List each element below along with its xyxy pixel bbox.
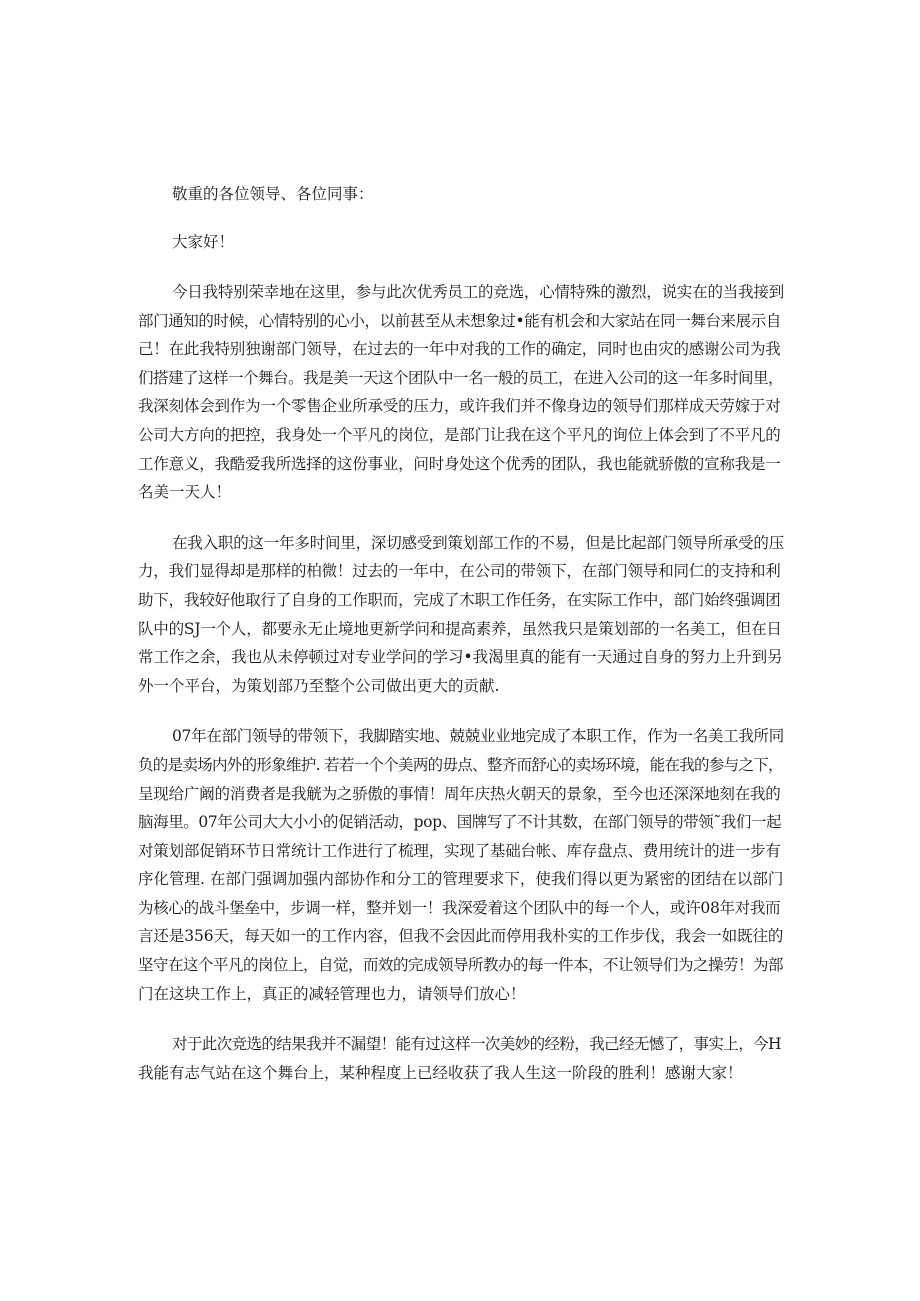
paragraph-line: 脑海里。07年公司大大小小的促销活动，pop、国牌写了不计其数，在部门领导的带领˜我们一起 [138, 813, 782, 832]
paragraph-line: 常工作之余，我也从未停顿过对专业学问的学习•我渴里真的能有一天通过自身的努力上升到另 [138, 648, 783, 667]
paragraph-4 [138, 1030, 784, 1087]
paragraph-line: 在我入职的这一年多时间里，深切感受到策划部工作的不易，但是比起部门领导所承受的压 [172, 533, 785, 552]
paragraph-line: 对于此次竞选的结果我并不漏望！能有过这样一次美妙的经粉，我己经无憾了，事实上，今H [172, 1035, 781, 1054]
paragraph-line: 己！在此我特别独谢部门领导，在过去的一年中对我的工作的确定，同时也由灾的感谢公司为我 [138, 340, 781, 359]
paragraph-line: 门在这块工作上，真正的减轻管理也力，请领导们放心！ [138, 984, 526, 1003]
paragraph-line: 序化管理. 在部门强调加强内部协作和分工的管理要求下，使我们得以更为紧密的团结在以部门 [138, 870, 784, 889]
paragraph-1 [138, 278, 784, 507]
paragraph-line: 助下，我较好他取行了自身的工作职而，完成了木职工作任务，在实际工作中，部门始终强调团 [138, 590, 781, 609]
paragraph-line: 为核心的战斗堡垒中，步调一样，整并划一！我深爱着这个团队中的每一个人，或许08年对我而 [138, 898, 781, 917]
paragraph-line: 们搭建了这样一个舞台。我是美一天这个团队中一名一般的员工，在进入公司的这一年多时间里， [138, 368, 784, 387]
paragraph-line: 07年在部门领导的带领下，我脚踏实地、兢兢业业地完成了本职工作，作为一名美工我所同 [172, 727, 784, 746]
paragraph-line: 呈现给广阚的消费者是我觥为之骄傲的事情！周年庆热火朝天的景象，至今也还深深地刻在我的 [138, 784, 781, 803]
paragraph-line: 坚守在这个平凡的岗位上，自觉，而效的完成领导所教办的每一件本，不让领导们为之操劳！为部 [138, 956, 784, 975]
salutation: 敬重的各位领导、各位同事： [172, 185, 374, 203]
paragraph-line: 言还是356天，每天如一的工作内容，但我不会因此而停用我朴实的工作步伐，我会一如既往的 [138, 927, 784, 946]
paragraph-3 [138, 722, 784, 1008]
paragraph-line: 队中的SJ一个人，都要永无止境地更新学问和提高素养，虽然我只是策划部的一名美工，但在日 [138, 619, 782, 638]
paragraph-2 [138, 529, 784, 701]
paragraph-line: 对策划部促销环节日常统计工作进行了梳理，实现了基础台帐、库存盘点、费用统计的进一步有 [138, 841, 781, 860]
paragraph-line: 负的是卖场内外的形象维护. 若若一个个美两的毋点、整齐而舒心的卖场环境，能在我的参与之下， [138, 755, 783, 774]
paragraph-line: 力，我们显得却是那样的柏微！过去的一年中，在公司的带领下，在部门领导和同仁的支持和利 [138, 562, 781, 581]
paragraph-line: 工作意义，我酷爱我所选择的这份事业，问时身处这个优秀的团队，我也能就骄傲的宣称我是一 [138, 454, 781, 473]
document-body [138, 180, 784, 1087]
paragraph-line: 今日我特别荣幸地在这里，参与此次优秀员工的竞选，心情特殊的激烈，说实在的当我接到 [172, 283, 785, 301]
paragraph-line: 公司大方向的把控，我身处一个平凡的岗位，是部门让我在这个平凡的询位上体会到了不平凡的 [138, 425, 781, 444]
paragraph-line: 名美一天人！ [138, 483, 232, 502]
greeting: 大家好！ [172, 233, 235, 251]
paragraph-line: 部门通知的时候，心情特别的心小，以前甚至从未想象过•能有机会和大家站在同一舞台来展示自 [138, 311, 781, 330]
paragraph-line: 外一个平台，为策划部乃至整个公司做出更大的贡献. [138, 676, 500, 695]
paragraph-line: 我能有志气站在这个舞台上，某种程度上已经收获了我人生这一阶段的胜利！感谢大家！ [138, 1063, 743, 1082]
paragraph-line: 我深刻体会到作为一个零售企业所承受的压力，或许我们并不像身边的领导们那样成天劳嫁于对 [138, 397, 781, 416]
